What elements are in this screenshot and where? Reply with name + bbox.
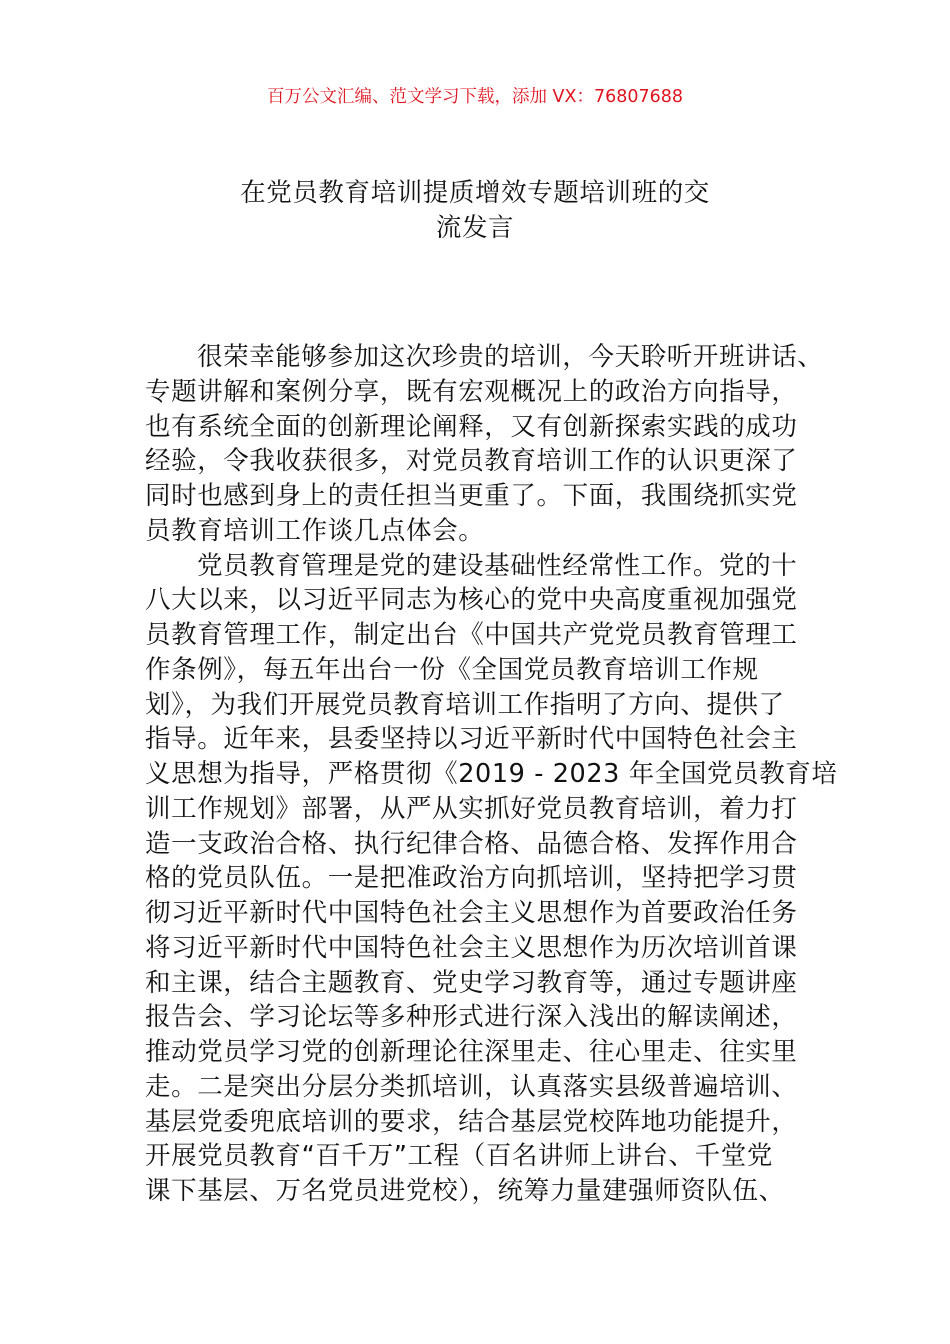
text-line: 指导。近年来，县委坚持以习近平新时代中国特色社会主 [145, 724, 798, 755]
title-line: 流发言 [435, 212, 515, 243]
text-line: 义思想为指导，严格贯彻《2019 - 2023 年全国党员教育培 [145, 759, 838, 789]
text-line: 党员教育管理是党的建设基础性经常性工作。党的十 [197, 550, 798, 581]
document-title [120, 176, 830, 246]
text-line: 很荣幸能够参加这次珍贵的培训，今天聆听开班讲话、 [197, 342, 824, 372]
text-line: 训工作规划》部署，从严从实抓好党员教育培训，着力打 [145, 793, 798, 824]
watermark-banner: 百万公文汇编、范文学习下载，添加 VX：76807688 [266, 87, 684, 107]
text-line: 和主课，结合主题教育、党史学习教育等，通过专题讲座 [145, 967, 798, 998]
text-line: 课下基层、万名党员进党校），统筹力量建强师资队伍、 [145, 1176, 785, 1206]
text-line: 造一支政治合格、执行纪律合格、品德合格、发挥作用合 [145, 828, 798, 859]
text-line: 走。二是突出分层分类抓培训，认真落实县级普遍培训、 [145, 1071, 798, 1102]
text-line: 开展党员教育“百千万”工程（百名讲师上讲台、千堂党 [145, 1141, 773, 1172]
document-body [145, 340, 838, 1209]
text-line: 划》，为我们开展党员教育培训工作指明了方向、提供了 [145, 689, 785, 720]
text-line: 员教育管理工作，制定出台《中国共产党党员教育管理工 [145, 620, 798, 650]
text-line: 报告会、学习论坛等多种形式进行深入浅出的解读阐述， [145, 1002, 798, 1033]
title-line: 在党员教育培训提质增效专题培训班的交 [240, 178, 710, 208]
text-line: 同时也感到身上的责任担当更重了。下面，我围绕抓实党 [145, 481, 798, 511]
text-line: 专题讲解和案例分享，既有宏观概况上的政治方向指导， [145, 376, 798, 407]
text-line: 八大以来，以习近平同志为核心的党中央高度重视加强党 [145, 585, 798, 616]
text-line: 经验，令我收获很多，对党员教育培训工作的认识更深了 [145, 446, 798, 477]
text-line: 将习近平新时代中国特色社会主义思想作为历次培训首课 [145, 932, 798, 963]
text-line: 推动党员学习党的创新理论往深里走、往心里走、往实里 [145, 1037, 798, 1067]
text-line: 也有系统全面的创新理论阐释，又有创新探索实践的成功 [145, 411, 798, 442]
text-line: 彻习近平新时代中国特色社会主义思想作为首要政治任务 [145, 898, 798, 928]
text-line: 员教育培训工作谈几点体会。 [145, 515, 485, 546]
paragraph-2 [145, 549, 838, 1209]
paragraph-1 [145, 340, 824, 549]
text-line: 作条例》，每五年出台一份《全国党员教育培训工作规 [145, 654, 759, 685]
text-line: 基层党委兜底培训的要求，结合基层党校阵地功能提升， [145, 1106, 798, 1137]
text-line: 格的党员队伍。一是把准政治方向抓培训，坚持把学习贯 [145, 863, 798, 894]
